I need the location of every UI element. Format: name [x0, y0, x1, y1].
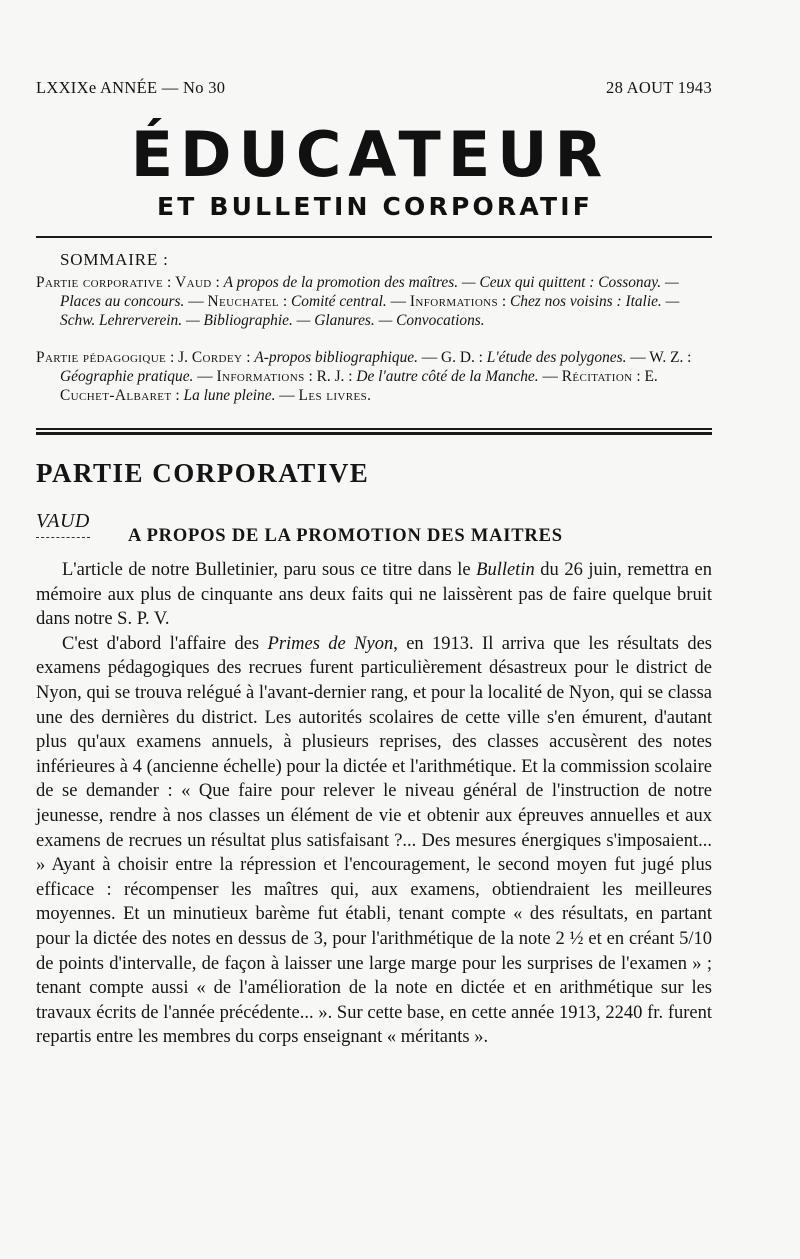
double-rule-thin	[36, 428, 712, 430]
summary-head-corporative: Partie corporative	[36, 274, 164, 291]
summary-neuchatel-items: Comité central.	[291, 293, 387, 310]
summary-pedagogique: Partie pédagogique : J. Cordey : A-propos bibliographique. — G. D. : L'étude des polygones. — W. Z. : Géographie pratique. — Informations : R. J. : De l'autre côté de la Manche. — Récitation : E. Cuchet-Albaret : La lune pleine. — Les livres.	[36, 349, 692, 404]
top-rule	[36, 236, 712, 238]
article-title: A PROPOS DE LA PROMOTION DES MAITRES	[128, 526, 563, 546]
paragraph-2: C'est d'abord l'affaire des Primes de Nyon, en 1913. Il arriva que les résultats des examens pédagogiques des recrues furent particulièrement désastreux pour le district de Nyon, qui se trouva relégué à l'avant-dernier rang, et pour la localité de Nyon, qui se classa une des dernières du district. Les autorités scolaires de cette ville s'en émurent, d'autant plus qu'aux examens annuels, à plusieurs reprises, des classes accusèrent des notes inférieures à 4 (ancienne échelle) pour la dictée et l'arithmétique. Et la commission scolaire de se demander : « Que faire pour relever le niveau général de l'instruction de notre jeunesse, rendre à nos classes un élément de vie et obtenir aux épreuves annuelles et aux examens de recrues un résultat plus satisfaisant ?... Des mesures énergiques s'imposaient... » Ayant à choisir entre la répression et l'encouragement, le second moyen fut jugé plus efficace : récompenser les maîtres qui, aux examens, obtiendraient les meilleures moyennes. Et un minutieux barème fut établi, tenant compte « des résultats, en partant pour la dictée des notes en dessus de 3, pour l'arithmétique de la note 2 ½ et en créant 5/10 de points d'intervalle, de façon à laisser une large marge pour les surprises de l'examen » ; tenant compte aussi « de l'amélioration de la note en dictée et en arithmétique sur les travaux écrits de l'année précédente... ». Sur cette base, en cette année 1913, 2240 fr. furent repartis entre les membres du corps enseignant « méritants ».	[36, 633, 712, 1048]
masthead-subtitle: ET BULLETIN CORPORATIF	[156, 192, 594, 221]
issue-number: LXXIXe ANNÉE — No 30	[36, 78, 226, 97]
summary-vaud-label: Vaud	[175, 274, 212, 291]
summary-vaud-items: A propos de la promotion des maîtres. — Ceux qui quittent : Cossonay. — Places au concours.	[60, 274, 679, 310]
summary-informations-label: Informations	[409, 293, 499, 310]
summary-informations-items: Chez nos voisins : Italie. — Schw. Lehrerverein. — Bibliographie. — Glanures. — Convocations.	[60, 293, 680, 329]
region-label: VAUD	[36, 510, 90, 538]
double-rule-thick	[36, 432, 712, 435]
issue-date: 28 AOUT 1943	[606, 78, 712, 97]
sommaire-label: SOMMAIRE :	[60, 250, 169, 269]
summary-head-pedagogique: Partie pédagogique	[36, 349, 167, 366]
masthead-title: ÉDUCATEUR	[130, 118, 610, 191]
summary-corporative: Partie corporative : Vaud : A propos de la promotion des maîtres. — Ceux qui quittent : Cossonay. — Places au concours. — Neuchatel : Comité central. — Informations : Chez nos voisins : Italie. — Schw. Lehrerverein. — Bibliographie. — Glanures. — Convocations.	[36, 274, 680, 329]
section-title: PARTIE CORPORATIVE	[36, 458, 370, 488]
paragraph-1: L'article de notre Bulletinier, paru sous ce titre dans le Bulletin du 26 juin, remettra en mémoire aux plus de cinquante ans deux faits qui ne laissèrent pas de faire quelque bruit dans notre S. P. V.	[36, 560, 712, 630]
summary-neuchatel-label: Neuchatel	[207, 293, 280, 310]
article-body	[36, 558, 712, 1050]
